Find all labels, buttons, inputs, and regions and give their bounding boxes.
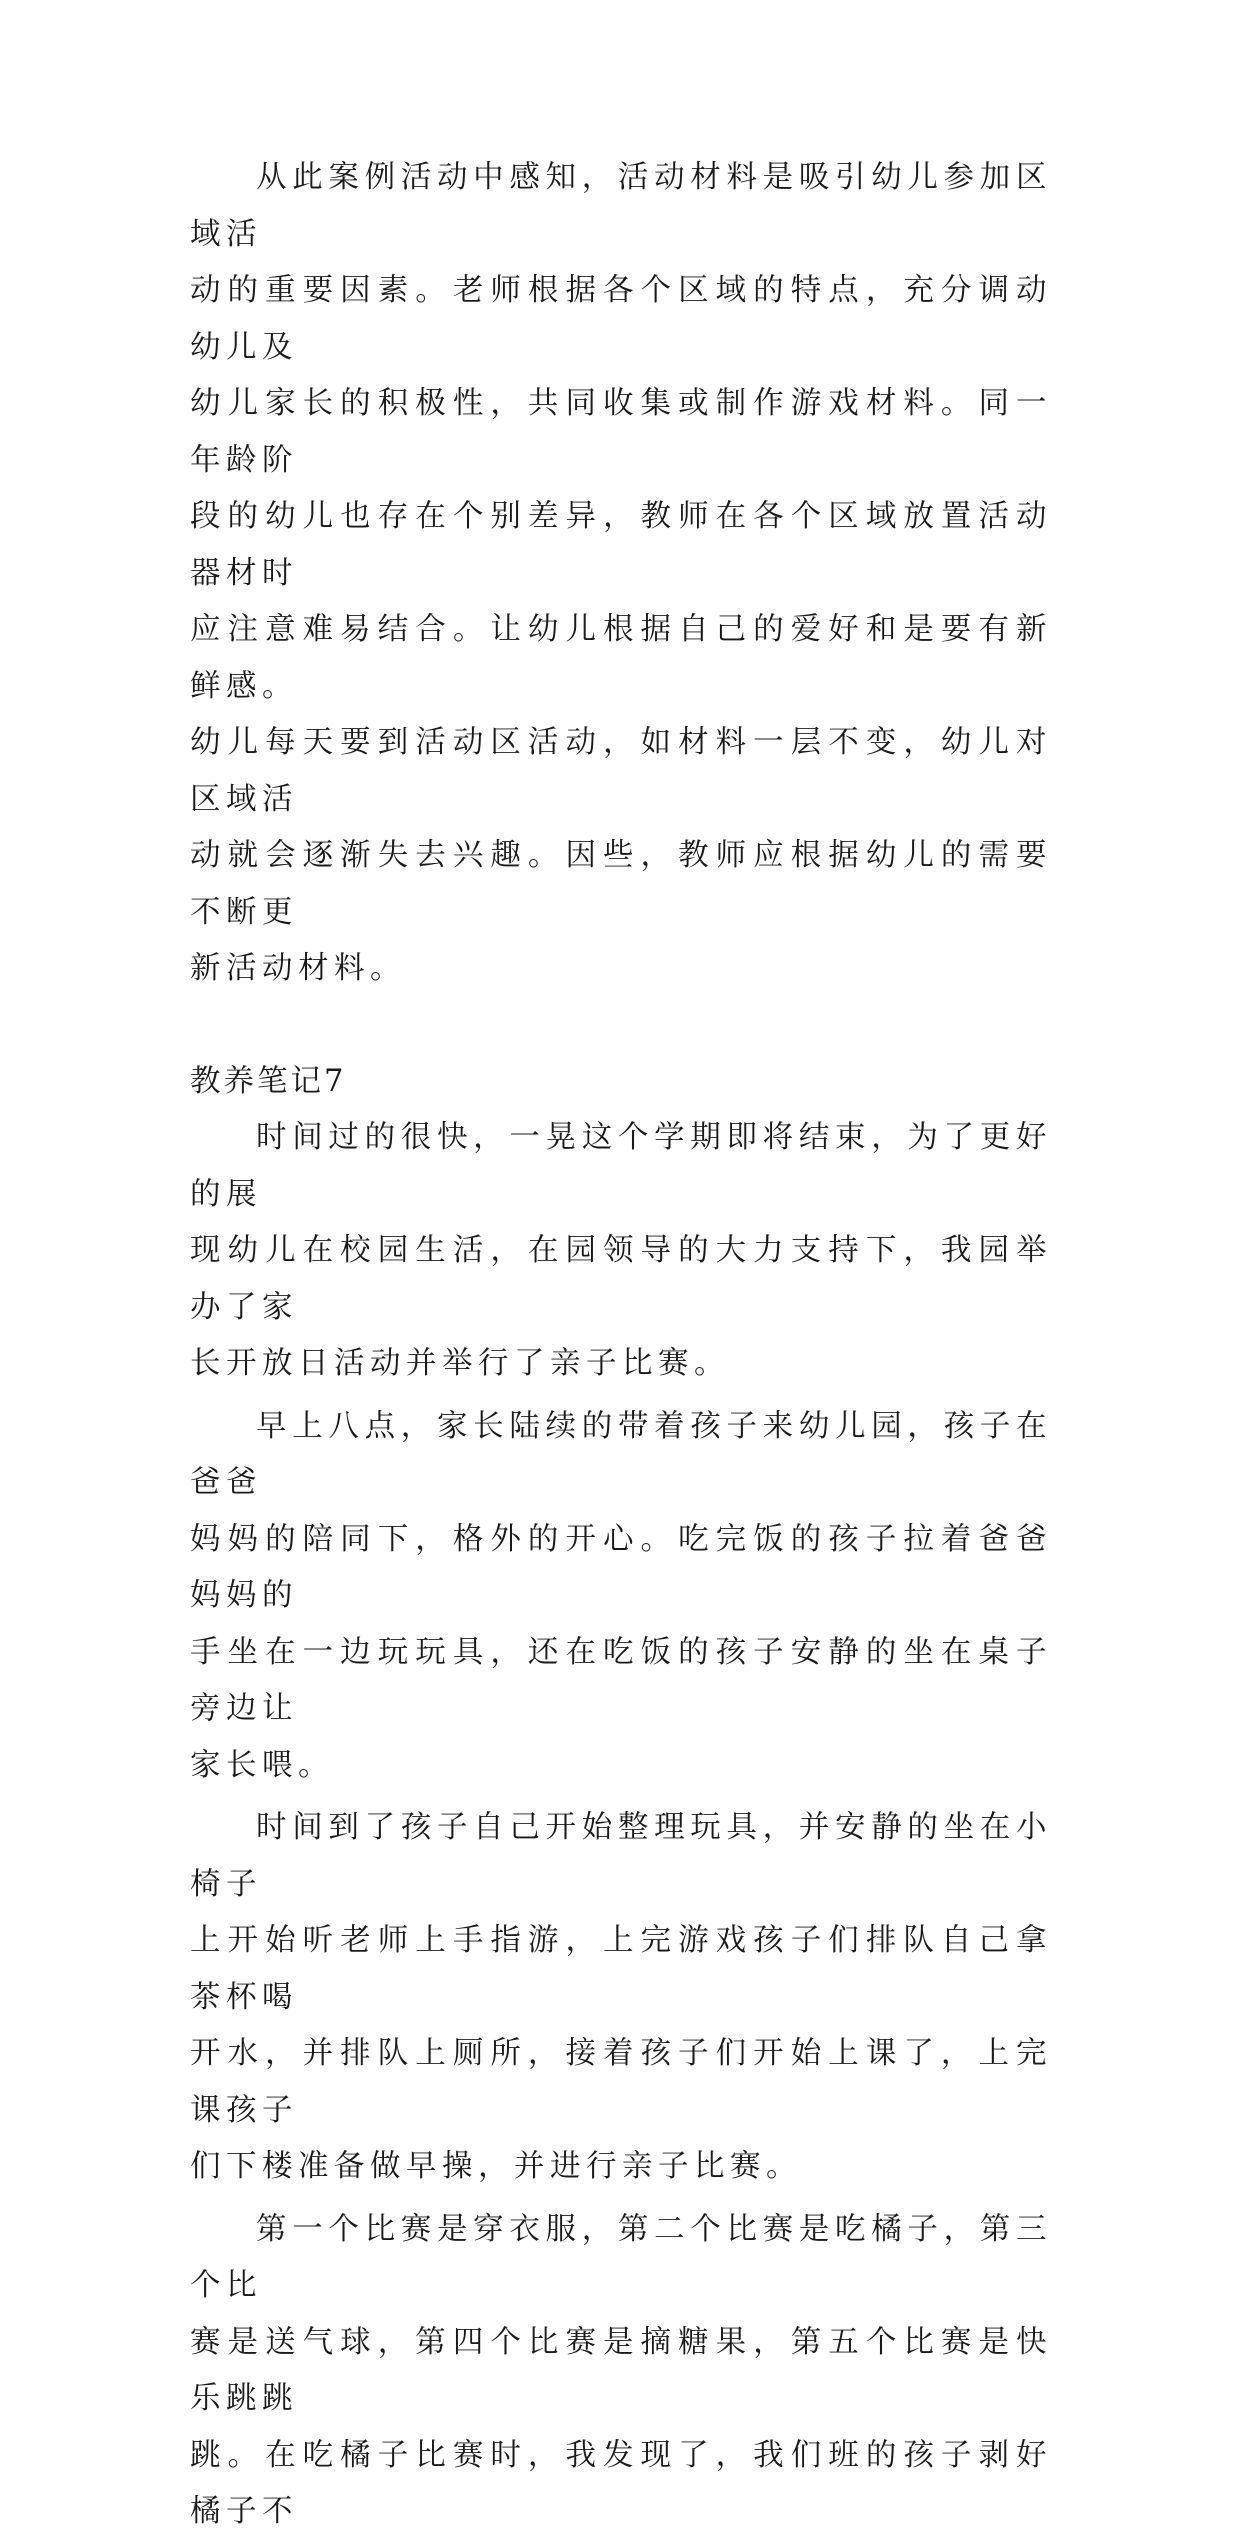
- paragraph-class-routine: 时间到了孩子自己开始整理玩具，并安静的坐在小椅子 上开始听老师上手指游，上完游戏孩子们排队自己拿茶杯喝 开水，并排队上厕所，接着孩子们开始上课了，上完课孩子 们下楼准备做早操，并进行亲子比赛。: [190, 1810, 1052, 2184]
- section-heading: 教养笔记7: [190, 1063, 347, 1099]
- paragraph-activity-materials: 从此案例活动中感知，活动材料是吸引幼儿参加区域活 动的重要因素。老师根据各个区域的特点，充分调动幼儿及 幼儿家长的积极性，共同收集或制作游戏材料。同一年龄阶 段的幼儿也存在个别差异，教师在各个区域放置活动器材时 应注意难易结合。让幼儿根据自己的爱好和是要有新鲜感。 幼儿每天要到活动区活动，如材料一层不变，幼儿对区域活 动就会逐渐失去兴趣。因些，教师应根据幼儿的需要不断更 新活动材料。: [190, 160, 1052, 986]
- paragraph-competitions: 第一个比赛是穿衣服，第二个比赛是吃橘子，第三个比 赛是送气球，第四个比赛是摘糖果，第五个比赛是快乐跳跳 跳。在吃橘子比赛时，我发现了，我们班的孩子剥好橘子不: [190, 2211, 1052, 2529]
- paragraph-open-day-intro: 时间过的很快，一晃这个学期即将结束，为了更好的展 现幼儿在校园生活，在园领导的大力支持下，我园举办了家 长开放日活动并举行了亲子比赛。: [190, 1120, 1052, 1381]
- document-body: [190, 150, 1052, 2541]
- paragraph-morning-arrival: 早上八点，家长陆续的带着孩子来幼儿园，孩子在爸爸 妈妈的陪同下，格外的开心。吃完饭的孩子拉着爸爸妈妈的 手坐在一边玩玩具，还在吃饭的孩子安静的坐在桌子旁边让 家长喂。: [190, 1408, 1052, 1783]
